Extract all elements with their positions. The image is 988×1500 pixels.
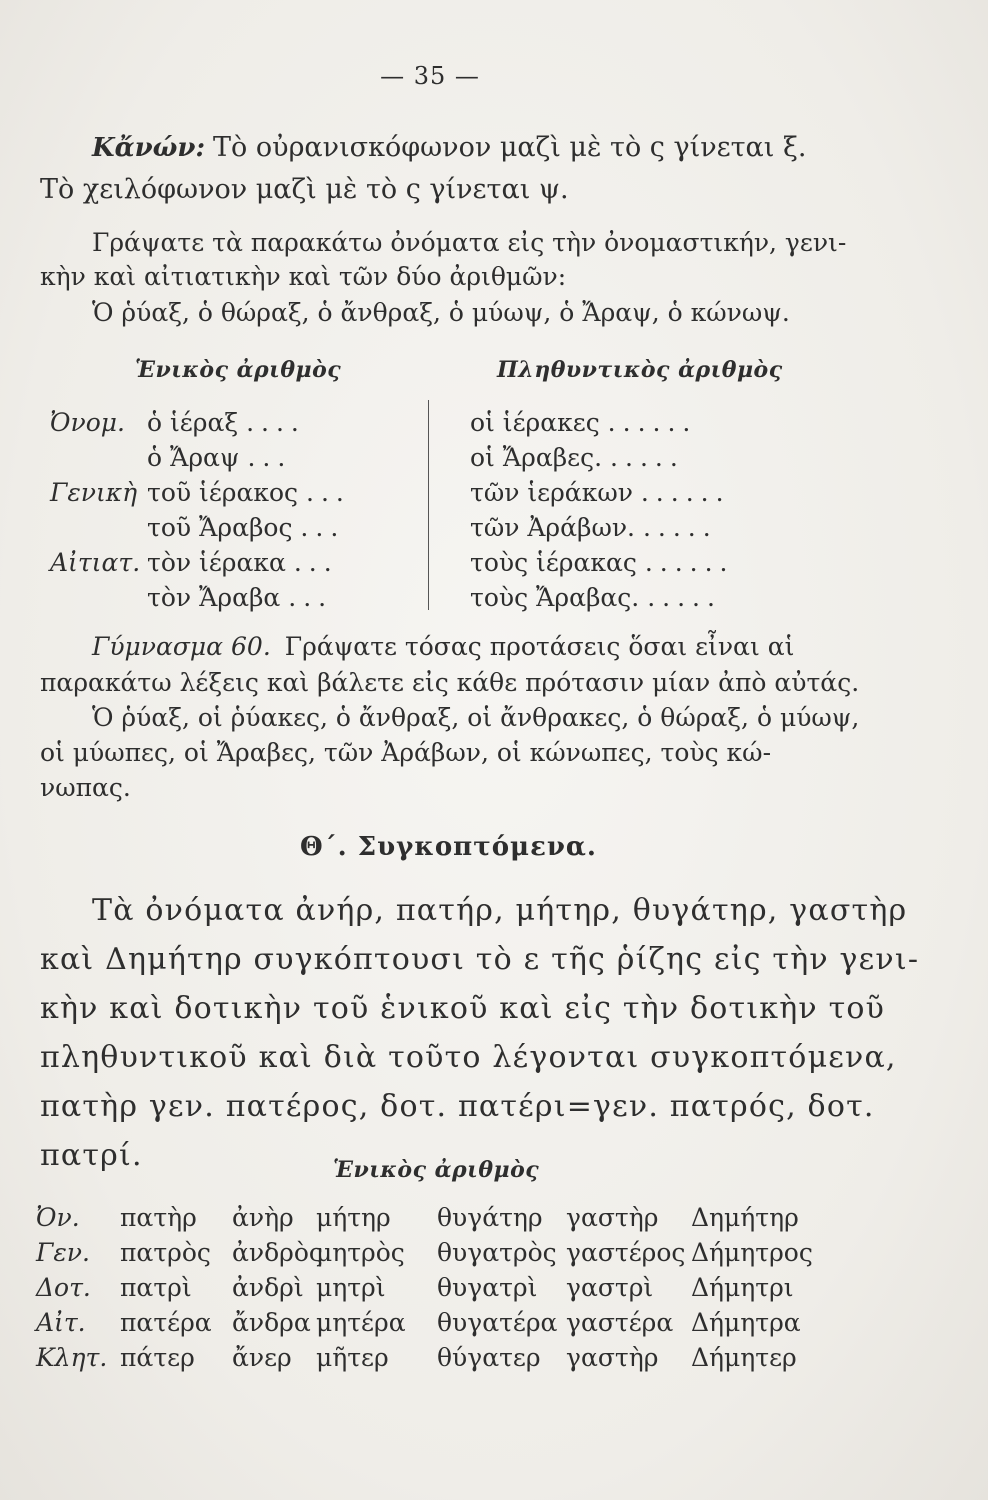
case-label: Δοτ. <box>36 1273 91 1302</box>
table-cell: θυγατρὶ <box>437 1273 538 1302</box>
table-cell: μητέρα <box>316 1308 406 1337</box>
table-cell: Δήμητρα <box>691 1308 801 1337</box>
table-cell: γαστὴρ <box>566 1203 659 1232</box>
plural-form: τῶν Ἀράβων. ..... <box>470 513 718 542</box>
table-cell: θυγάτηρ <box>437 1203 543 1232</box>
paragraph-line-4: πληθυντικοῦ καὶ διὰ τοῦτο λέγονται συγκοπτόμενα, <box>40 1040 897 1075</box>
case-label: Γενικὴ <box>50 478 138 507</box>
plural-header: Πληθυντικὸς ἀριθμὸς <box>497 357 783 383</box>
table-cell: μητρὶ <box>316 1273 386 1302</box>
gymnasma-line-5: νωπας. <box>40 773 131 802</box>
plural-form: τοὺς Ἄραβας. ..... <box>470 583 722 612</box>
case-label: Αἰτιατ. <box>50 548 141 577</box>
singular-form: τοῦ ἱέρακος ... <box>147 478 351 507</box>
paragraph-line-1: Τὰ ὀνόματα ἀνήρ, πατήρ, μήτηρ, θυγάτηρ, γαστὴρ <box>92 893 908 928</box>
case-label: Ὀν. <box>36 1203 80 1232</box>
section-title: Θ΄. Συγκοπτόμενα. <box>300 832 597 862</box>
rule-line-2: Τὸ χειλόφωνον μαζὶ μὲ τὸ ς γίνεται ψ. <box>40 174 569 205</box>
table-cell: ἀνδρὸς <box>232 1238 323 1267</box>
paragraph-line-3: κὴν καὶ δοτικὴν τοῦ ἑνικοῦ καὶ εἰς τὴν δοτικὴν τοῦ <box>40 991 886 1026</box>
table-cell: πάτερ <box>120 1343 195 1372</box>
plural-form: οἱ ἱέρακες ...... <box>470 408 698 437</box>
table-cell: ἄνδρα <box>232 1308 311 1337</box>
table-cell: μῆτερ <box>316 1343 389 1372</box>
plural-form: τῶν ἱεράκων ...... <box>470 478 731 507</box>
table2-header: Ἑνικὸς ἀριθμὸς <box>333 1157 540 1183</box>
exercise-line-2: κὴν καὶ αἰτιατικὴν καὶ τῶν δύο ἀριθμῶν: <box>40 262 567 291</box>
rule-line-1 <box>92 128 806 168</box>
case-label: Ὀνομ. <box>50 408 125 437</box>
rule-text-1: Τὸ οὐρανισκόφωνον μαζὶ μὲ τὸ ς γίνεται ξ. <box>213 132 807 163</box>
table-cell: γαστέρα <box>566 1308 674 1337</box>
gymnasma-line-3: Ὁ ῥύαξ, οἱ ῥύακες, ὁ ἄνθραξ, οἱ ἄνθρακες, ὁ θώραξ, ὁ μύωψ, <box>92 703 860 732</box>
table-cell: γαστέρος <box>566 1238 686 1267</box>
table-cell: μήτηρ <box>316 1203 391 1232</box>
gymnasma-line-4: οἱ μύωπες, οἱ Ἄραβες, τῶν Ἀράβων, οἱ κώνωπες, τοὺς κώ- <box>40 738 772 767</box>
table-cell: μητρὸς <box>316 1238 405 1267</box>
gymnasma-label: Γύμνασμα 60. <box>92 632 271 661</box>
table-cell: γαστὴρ <box>566 1343 659 1372</box>
rule-label: Κἄνών: <box>92 133 206 163</box>
table-cell: γαστρὶ <box>566 1273 654 1302</box>
table-cell: Δήμητερ <box>691 1343 797 1372</box>
gymnasma-line-2: παρακάτω λέξεις καὶ βάλετε εἰς κάθε πρότασιν μίαν ἀπὸ αὐτάς. <box>40 668 860 697</box>
table-cell: Δήμητρι <box>691 1273 794 1302</box>
singular-form: ὁ ἱέραξ .... <box>147 408 306 437</box>
table-cell: πατρὶ <box>120 1273 192 1302</box>
case-label: Αἰτ. <box>36 1308 86 1337</box>
table-cell: Δήμητρος <box>691 1238 813 1267</box>
table-cell: ἄνερ <box>232 1343 292 1372</box>
singular-form: τὸν ἱέρακα ... <box>147 548 339 577</box>
table-cell: πατέρα <box>120 1308 212 1337</box>
paragraph-line-2: καὶ Δημήτηρ συγκόπτουσι τὸ ε τῆς ῥίζης εἰς τὴν γενι- <box>40 942 920 977</box>
singular-form: τὸν Ἄραβα ... <box>147 583 334 612</box>
page-number: — 35 — <box>380 62 480 90</box>
table-cell: θυγατρὸς <box>437 1238 557 1267</box>
plural-form: οἱ Ἄραβες. ..... <box>470 443 685 472</box>
gymnasma-text-1: Γράψατε τόσας προτάσεις ὅσαι εἶναι αἱ <box>284 632 795 661</box>
table-cell: θυγατέρα <box>437 1308 558 1337</box>
table-cell: πατὴρ <box>120 1203 197 1232</box>
paragraph-line-6: πατρί. <box>40 1138 143 1173</box>
table-cell: Δημήτηρ <box>691 1203 799 1232</box>
exercise-line-1: Γράψατε τὰ παρακάτω ὀνόματα εἰς τὴν ὀνομαστικήν, γενι- <box>92 228 847 257</box>
plural-form: τοὺς ἱέρακας ...... <box>470 548 735 577</box>
case-label: Γεν. <box>36 1238 90 1267</box>
singular-header: Ἑνικὸς ἀριθμὸς <box>135 357 342 383</box>
table-cell: θύγατερ <box>437 1343 541 1372</box>
table-cell: ἀνὴρ <box>232 1203 294 1232</box>
exercise-line-3: Ὁ ῥύαξ, ὁ θώραξ, ὁ ἄνθραξ, ὁ μύωψ, ὁ Ἄραψ, ὁ κώνωψ. <box>92 298 790 327</box>
table-divider <box>428 400 429 610</box>
table-cell: ἀνδρὶ <box>232 1273 304 1302</box>
case-label: Κλητ. <box>36 1343 108 1372</box>
table-cell: πατρὸς <box>120 1238 211 1267</box>
gymnasma-line-1 <box>92 632 794 661</box>
singular-form: ὁ Ἄραψ ... <box>147 443 293 472</box>
singular-form: τοῦ Ἄραβος ... <box>147 513 346 542</box>
paragraph-line-5: πατὴρ γεν. πατέρος, δοτ. πατέρι=γεν. πατρός, δοτ. <box>40 1089 875 1124</box>
